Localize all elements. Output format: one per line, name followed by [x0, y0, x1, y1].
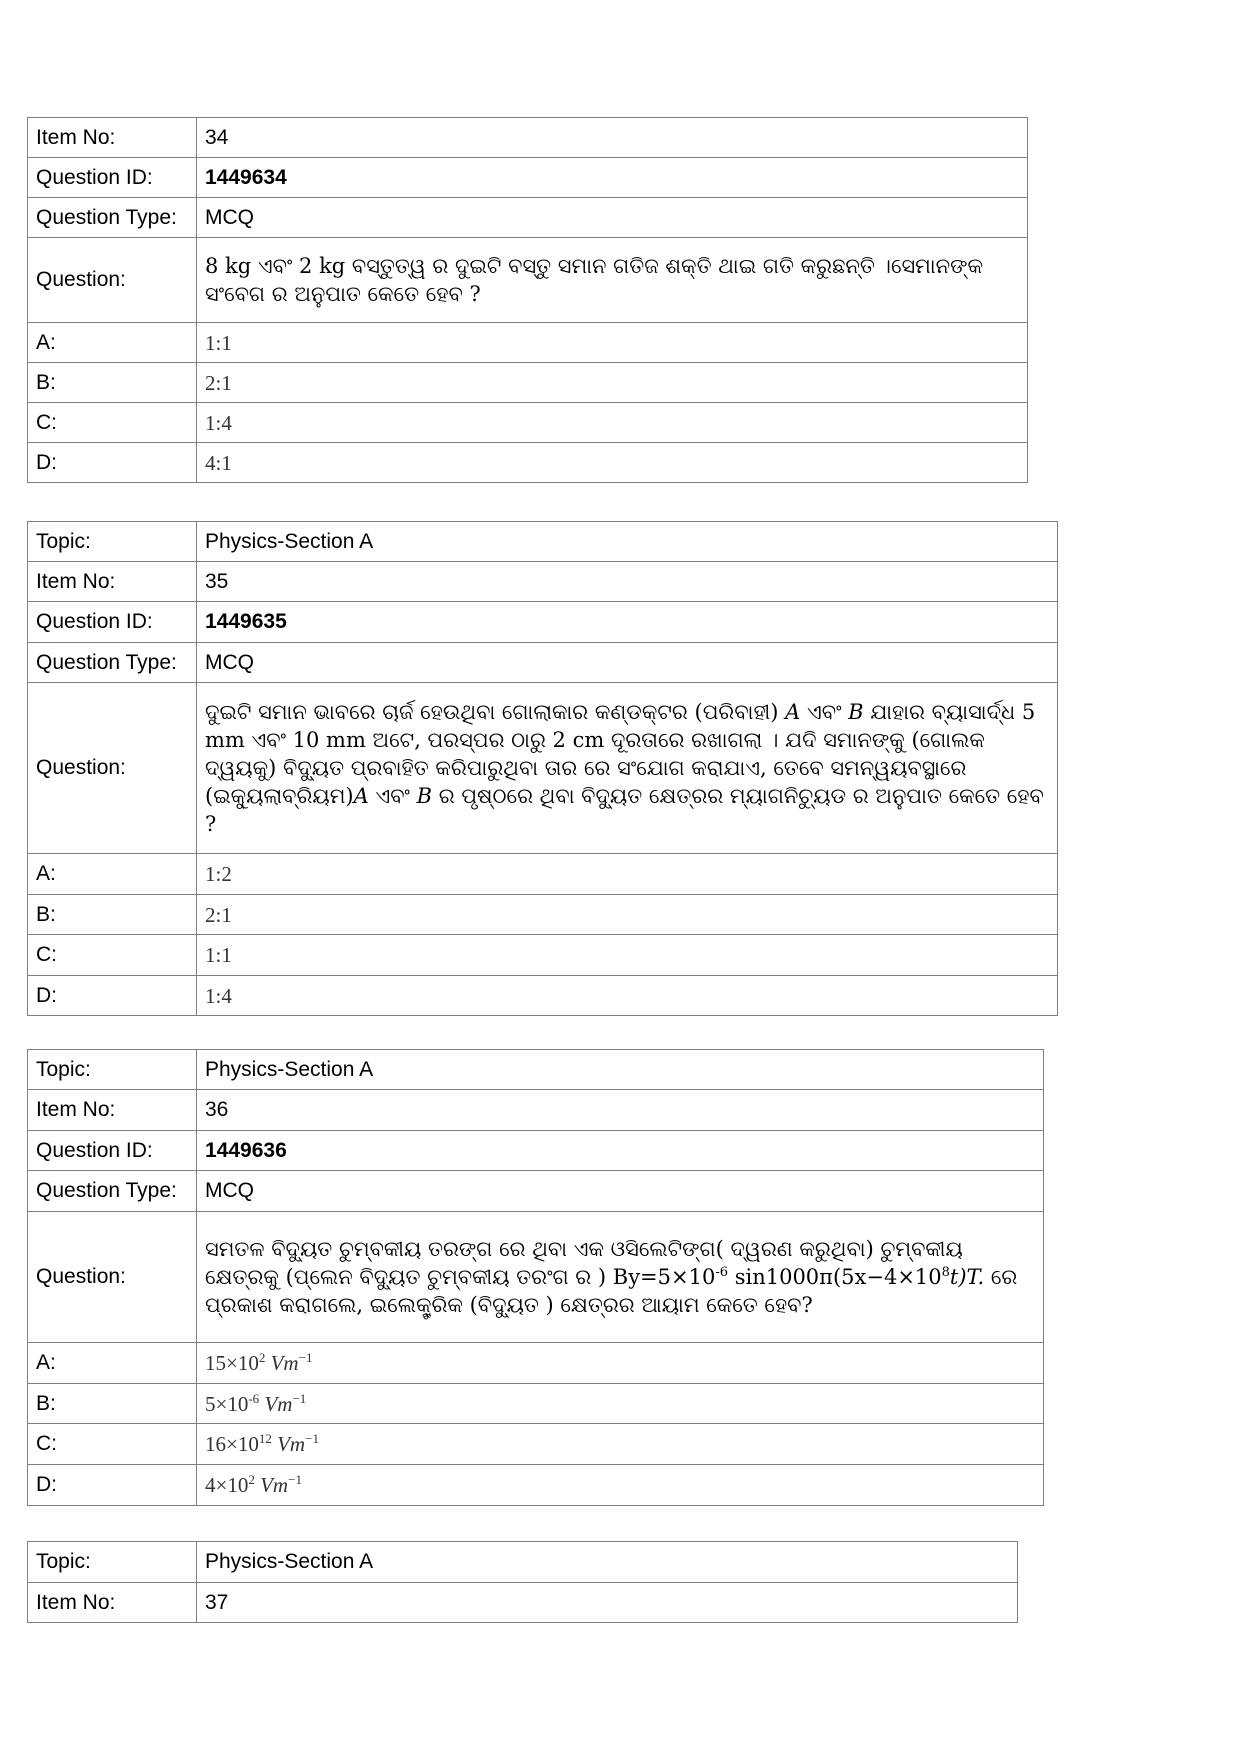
option-value: 1:4: [197, 403, 1028, 443]
option-label: A:: [28, 1343, 197, 1384]
item-no-label: Item No:: [28, 118, 197, 158]
row-question-id: [28, 1131, 1044, 1171]
option-row: [28, 323, 1028, 363]
option-exponent: 2: [248, 1472, 255, 1487]
question-id-label: Question ID:: [28, 1131, 197, 1171]
option-row: [28, 895, 1058, 935]
question-text: 8 kg ଏବଂ 2 kg ବସ୍ତୁତ୍ୱ ର ଦୁଇଟି ବସ୍ତୁ ସମାନ ଗତିଜ ଶକ୍ତି ଥାଇ ଗତି କରୁଛନ୍ତି ।ସେମାନଙ୍କ ସଂବେଗ ର ଅନୁପାତ କେତେ ହେବ ?: [197, 238, 1028, 323]
option-label: D:: [28, 443, 197, 483]
row-item-no: [28, 118, 1028, 158]
row-question-id: [28, 158, 1028, 198]
topic-value: Physics-Section A: [197, 1542, 1018, 1583]
question-text-part: ର ପୃଷ୍ଠରେ ଥିବା ବିଦ୍ୟୁତ କ୍ଷେତ୍ରର ମ୍ୟାଗନିଚ୍ୟୁଡ ର ଅନୁପାତ କେତେ ହେବ ?: [205, 784, 1044, 836]
question-type-label: Question Type:: [28, 198, 197, 238]
item-no-value: 37: [197, 1583, 1018, 1623]
option-row: [28, 403, 1028, 443]
sphere-a-symbol: A: [353, 784, 369, 808]
option-base: 15×10: [205, 1351, 259, 1375]
row-question-type: [28, 198, 1028, 238]
item-no-label: Item No:: [28, 1090, 197, 1131]
row-item-no: [28, 1583, 1018, 1623]
option-row: [28, 854, 1058, 895]
item-no-label: Item No:: [28, 562, 197, 602]
question-id-label: Question ID:: [28, 158, 197, 198]
option-value: 2:1: [197, 363, 1028, 403]
row-topic: [28, 1542, 1018, 1583]
item-no-value: 36: [197, 1090, 1044, 1131]
question-text-part: ରେ ପ୍ରକାଶ କରାଗଲେ, ଇଲେକ୍ଟ୍ରିକ (ବିଦ୍ୟୁତ ) କ୍ଷେତ୍ରର ଆୟାମ କେତେ ହେବ?: [205, 1265, 1018, 1317]
question-type-value: MCQ: [197, 1171, 1044, 1212]
topic-label: Topic:: [28, 1050, 197, 1090]
option-base: 4×10: [205, 1473, 249, 1497]
question-label: Question:: [28, 238, 197, 323]
option-row: [28, 443, 1028, 483]
option-unit: Vm: [260, 1473, 289, 1497]
option-exponent: 12: [258, 1431, 272, 1446]
option-unit: Vm: [277, 1432, 306, 1456]
option-label: A:: [28, 854, 197, 895]
question-text-part: ଏବଂ: [368, 784, 417, 808]
option-value: [197, 1465, 1044, 1506]
topic-label: Topic:: [28, 522, 197, 562]
row-topic: [28, 1050, 1044, 1090]
question-label: Question:: [28, 1212, 197, 1343]
option-label: D:: [28, 976, 197, 1016]
question-text: [197, 683, 1058, 854]
option-unit: Vm: [270, 1351, 299, 1375]
row-question-type: [28, 643, 1058, 683]
sphere-b-symbol: B: [416, 784, 433, 808]
row-item-no: [28, 1090, 1044, 1131]
option-row: [28, 363, 1028, 403]
question-text-part: ସମତଳ ବିଦ୍ୟୁତ ଚୁମ୍ବକୀୟ ତରଙ୍ଗ ରେ ଥିବା ଏକ ଓସିଲେଟିଙ୍ଗ( ଦ୍ୱରଣ କରୁଥିବା) ଚୁମ୍ବକୀୟ କ୍ଷେତ୍ରକୁ (ପ୍ଲେନ ବିଦ୍ୟୁତ ଚୁମ୍ବକୀୟ ତରଂଗ ର ) By=5×10: [205, 1237, 963, 1289]
option-exponent: -6: [248, 1390, 260, 1406]
row-question: [28, 683, 1058, 854]
option-unit-exponent: −1: [288, 1472, 302, 1487]
row-question: [28, 238, 1028, 323]
option-base: 5×10: [205, 1391, 249, 1416]
option-unit-exponent: −1: [305, 1431, 319, 1446]
question-id-label: Question ID:: [28, 602, 197, 643]
row-topic: [28, 522, 1058, 562]
option-row: [28, 1465, 1044, 1506]
question-table-34: [27, 117, 1028, 483]
option-row: [28, 976, 1058, 1016]
question-id-value: 1449636: [197, 1131, 1044, 1171]
row-question-id: [28, 602, 1058, 643]
option-value: 2:1: [197, 895, 1058, 935]
option-label: B:: [28, 895, 197, 935]
option-value: 1:2: [197, 854, 1058, 895]
topic-value: Physics-Section A: [197, 1050, 1044, 1090]
option-label: C:: [28, 403, 197, 443]
topic-label: Topic:: [28, 1542, 197, 1583]
option-value: [197, 1424, 1044, 1465]
option-label: C:: [28, 935, 197, 976]
option-value: 1:4: [197, 976, 1058, 1016]
row-question-type: [28, 1171, 1044, 1212]
option-value: 1:1: [197, 935, 1058, 976]
row-item-no: [28, 562, 1058, 602]
option-label: A:: [28, 323, 197, 363]
question-text-part: ଦୁଇଟି ସମାନ ଭାବରେ ଚାର୍ଜ ହେଉଥିବା ଗୋଲାକାର କଣ୍ଡକ୍ଟର (ପରିବାହୀ): [205, 700, 786, 724]
option-label: B:: [28, 1384, 197, 1424]
question-table-37: [27, 1541, 1018, 1623]
question-type-label: Question Type:: [28, 1171, 197, 1212]
exponent: 8: [941, 1265, 950, 1280]
option-value: [197, 1384, 1044, 1424]
question-table-35: [27, 521, 1058, 1016]
question-text-part: sin1000π(5x−4×10: [728, 1265, 942, 1289]
question-type-label: Question Type:: [28, 643, 197, 683]
question-text-part: t)T.: [949, 1265, 985, 1289]
item-no-value: 34: [197, 118, 1028, 158]
option-value: 1:1: [197, 323, 1028, 363]
option-label: B:: [28, 363, 197, 403]
option-row: [28, 1424, 1044, 1465]
question-table-36: [27, 1049, 1044, 1506]
question-label: Question:: [28, 683, 197, 854]
exponent: -6: [715, 1265, 729, 1280]
option-unit-exponent: −1: [298, 1350, 313, 1365]
option-value: 4:1: [197, 443, 1028, 483]
question-type-value: MCQ: [197, 198, 1028, 238]
option-unit: Vm: [264, 1391, 293, 1416]
topic-value: Physics-Section A: [197, 522, 1058, 562]
question-text-part: ଯାହାର ବ୍ୟାସାର୍ଦ୍ଧ 5 mm ଏବଂ 10 mm ଅଟେ, ପରସ୍ପର ଠାରୁ 2 cm ଦୂରତାରେ ରଖାଗଲା । ଯଦି ସମାନଙ୍କୁ (ଗୋଲକ ଦ୍ୱୟକୁ) ବିଦ୍ୟୁତ ପ୍ରବାହିତ କରିପାରୁଥିବା ତାର ରେ ସଂଯୋଗ କରାଯାଏ, ତେବେ ସମନ୍ୱୟବସ୍ଥାରେ (ଇକ୍ୟୁଲାବ୍ରିୟମ): [205, 700, 1036, 808]
option-row: [28, 1343, 1044, 1384]
option-row: [28, 1384, 1044, 1424]
option-value: [197, 1343, 1044, 1384]
option-row: [28, 935, 1058, 976]
sphere-a-symbol: A: [785, 700, 801, 724]
option-label: C:: [28, 1424, 197, 1465]
question-id-value: 1449634: [197, 158, 1028, 198]
row-question: [28, 1212, 1044, 1343]
question-id-value: 1449635: [197, 602, 1058, 643]
option-base: 16×10: [205, 1432, 259, 1456]
question-text-part: ଏବଂ: [800, 700, 849, 724]
sphere-b-symbol: B: [848, 700, 864, 724]
item-no-value: 35: [197, 562, 1058, 602]
option-exponent: 2: [258, 1350, 266, 1365]
question-text: [197, 1212, 1044, 1343]
item-no-label: Item No:: [28, 1583, 197, 1623]
option-label: D:: [28, 1465, 197, 1506]
option-unit-exponent: −1: [292, 1390, 307, 1406]
question-type-value: MCQ: [197, 643, 1058, 683]
